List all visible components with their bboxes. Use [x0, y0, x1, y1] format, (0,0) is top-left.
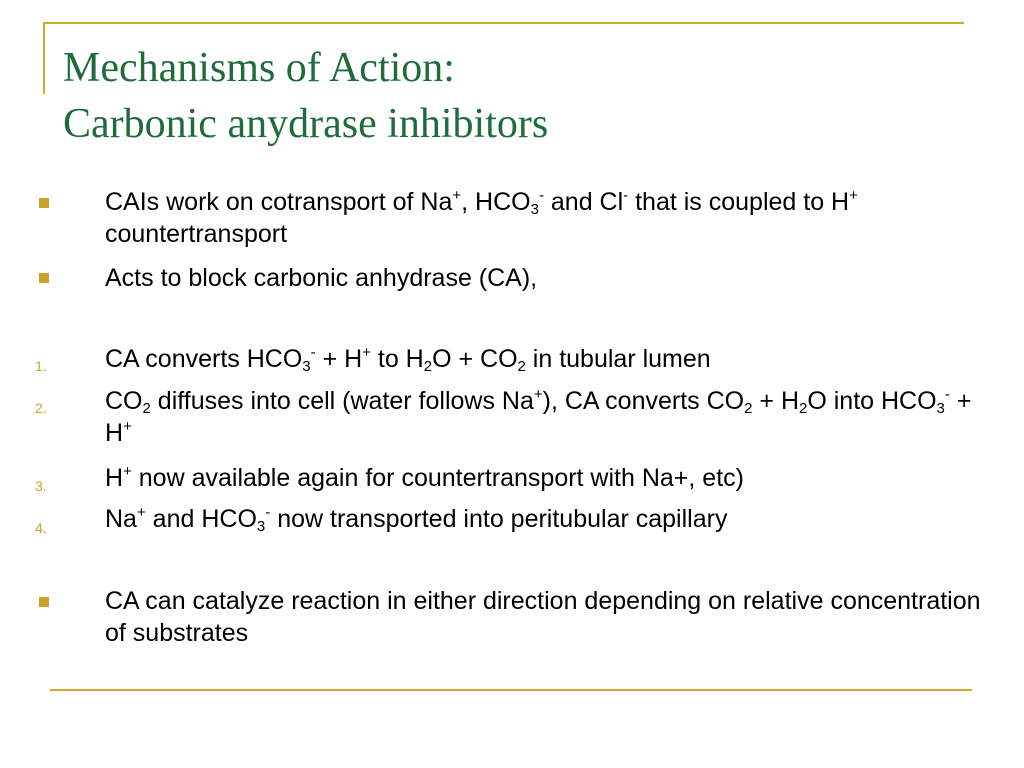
text-run: in tubular lumen — [525, 345, 711, 373]
title-line-1: Mechanisms of Action: — [63, 45, 455, 91]
subscript: 3 — [936, 400, 945, 417]
list-number: 2. — [35, 400, 47, 416]
bullet-item-3: CA can catalyze reaction in either direction depending on relative concentration of substrates — [105, 587, 981, 647]
subscript: 3 — [530, 201, 539, 218]
text-run: + H — [315, 345, 363, 373]
text-run: H — [105, 464, 124, 492]
title-line-2: Carbonic anydrase inhibitors — [63, 101, 549, 147]
text-run: and HCO — [145, 505, 257, 533]
text-run: O + CO — [432, 345, 518, 373]
text-run: now transported into peritubular capillary — [270, 505, 728, 533]
text-run: + H — [105, 387, 972, 447]
superscript: + — [533, 386, 543, 403]
list-number: 1. — [35, 358, 47, 374]
bullet-square-icon — [39, 198, 49, 208]
text-run: CAIs work on cotransport of Na — [105, 188, 453, 216]
text-run: , HCO — [461, 188, 531, 216]
bullet-item-2: Acts to block carbonic anhydrase (CA), — [105, 264, 538, 292]
superscript: - — [538, 187, 544, 204]
numbered-item-1 — [105, 343, 985, 375]
text-run: that is coupled to H — [628, 188, 850, 216]
subscript: 2 — [423, 358, 433, 375]
text-run: diffuses into cell (water follows Na — [150, 387, 534, 415]
list-number: 4. — [35, 520, 47, 536]
text-run: CA converts HCO — [105, 345, 303, 373]
superscript: - — [944, 386, 950, 403]
text-run: O into HCO — [807, 387, 937, 415]
numbered-item-2 — [105, 385, 985, 449]
subscript: 3 — [256, 518, 266, 535]
superscript: + — [452, 187, 462, 204]
subscript: 2 — [744, 400, 753, 417]
bullet-item-1 — [105, 186, 985, 250]
superscript: + — [849, 187, 858, 204]
list-number: 3. — [35, 478, 47, 494]
superscript: + — [362, 344, 371, 361]
text-run: Na — [105, 505, 137, 533]
subscript: 3 — [302, 358, 311, 375]
superscript: - — [623, 187, 629, 204]
bullet-square-icon — [39, 273, 49, 283]
text-run: ), CA converts CO — [542, 387, 745, 415]
numbered-item-4 — [105, 503, 985, 535]
text-run: + H — [752, 387, 799, 415]
subscript: 2 — [142, 400, 151, 417]
text-run: countertransport — [105, 220, 288, 248]
superscript: + — [136, 504, 146, 521]
subscript: 2 — [799, 400, 808, 417]
superscript: + — [123, 418, 132, 435]
bullet-square-icon — [39, 597, 49, 607]
text-run: CO — [105, 387, 143, 415]
superscript: - — [310, 344, 316, 361]
superscript: + — [123, 463, 132, 480]
text-run: now available again for countertransport with Na+, etc) — [131, 464, 744, 492]
superscript: - — [265, 504, 271, 521]
numbered-item-3 — [105, 462, 985, 494]
subscript: 2 — [517, 358, 526, 375]
text-run: and Cl — [543, 188, 624, 216]
text-run: to H — [370, 345, 424, 373]
